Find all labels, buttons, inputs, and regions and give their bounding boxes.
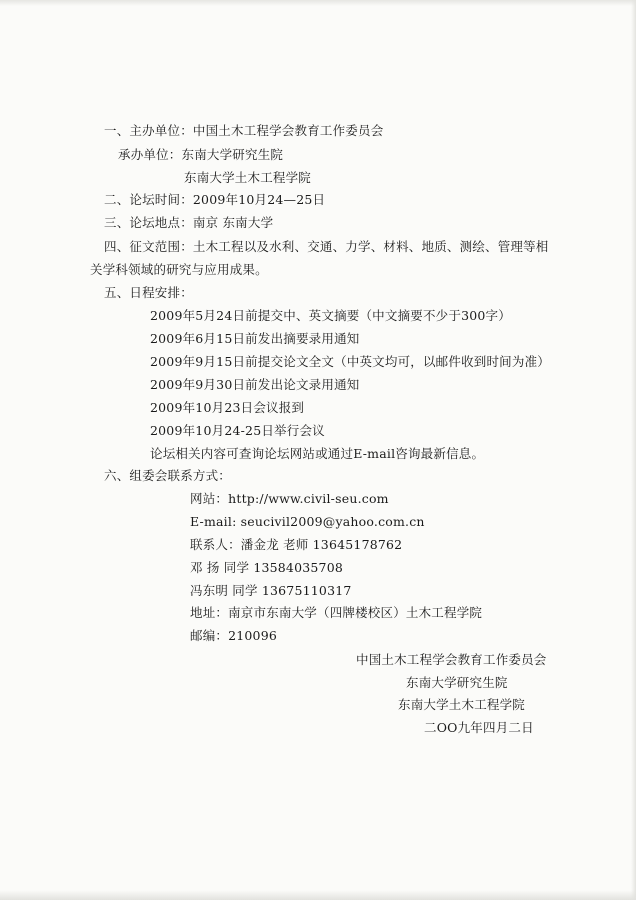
contact-person-1: 联系人：潘金龙 老师 13645178762 — [190, 537, 403, 552]
schedule-item-abstract: 2009年5月24日前提交中、英文摘要（中文摘要不少于300字） — [150, 308, 511, 323]
contact-address: 地址：南京市东南大学（四牌楼校区）土木工程学院 — [190, 605, 483, 620]
contact-person-2: 邓 扬 同学 13584035708 — [190, 560, 344, 575]
signature-organization-2: 东南大学研究生院 — [406, 675, 508, 690]
scan-edge-bottom — [0, 890, 636, 900]
section-5-schedule-heading: 五、日程安排： — [104, 285, 193, 300]
contact-postcode: 邮编：210096 — [190, 628, 278, 643]
contact-website: 网站：http://www.civil-seu.com — [190, 491, 389, 506]
schedule-item-paper-notice: 2009年9月30日前发出论文录用通知 — [150, 377, 360, 392]
signature-date: 二OO九年四月二日 — [424, 720, 534, 735]
co-organizer-line-2: 东南大学土木工程学院 — [184, 170, 312, 185]
contact-person-3: 冯东明 同学 13675110317 — [190, 583, 352, 598]
co-organizer-line-1: 承办单位：东南大学研究生院 — [118, 147, 284, 162]
section-6-contact-heading: 六、组委会联系方式： — [104, 468, 232, 483]
section-3-location: 三、论坛地点：南京 东南大学 — [104, 215, 274, 230]
schedule-item-fullpaper: 2009年9月15日前提交论文全文（中英文均可，以邮件收到时间为准） — [150, 354, 550, 369]
schedule-item-registration: 2009年10月23日会议报到 — [150, 400, 305, 415]
signature-organization-3: 东南大学土木工程学院 — [398, 697, 526, 712]
schedule-item-abstract-notice: 2009年6月15日前发出摘要录用通知 — [150, 331, 360, 346]
section-4-scope-line-1: 四、征文范围：土木工程以及水利、交通、力学、材料、地质、测绘、管理等相 — [104, 239, 549, 254]
contact-email: E-mail: seucivil2009@yahoo.com.cn — [190, 514, 425, 529]
scan-edge-top — [0, 0, 636, 6]
section-1-organizer: 一、主办单位：中国土木工程学会教育工作委员会 — [104, 123, 384, 138]
schedule-item-conference: 2009年10月24-25日举行会议 — [150, 423, 325, 438]
signature-organization-1: 中国土木工程学会教育工作委员会 — [356, 652, 547, 667]
scan-edge-right — [631, 0, 636, 900]
section-4-scope-line-2: 关学科领域的研究与应用成果。 — [90, 262, 268, 277]
schedule-note: 论坛相关内容可查询论坛网站或通过E-mail咨询最新信息。 — [150, 446, 485, 461]
section-2-time: 二、论坛时间：2009年10月24—25日 — [104, 192, 326, 207]
